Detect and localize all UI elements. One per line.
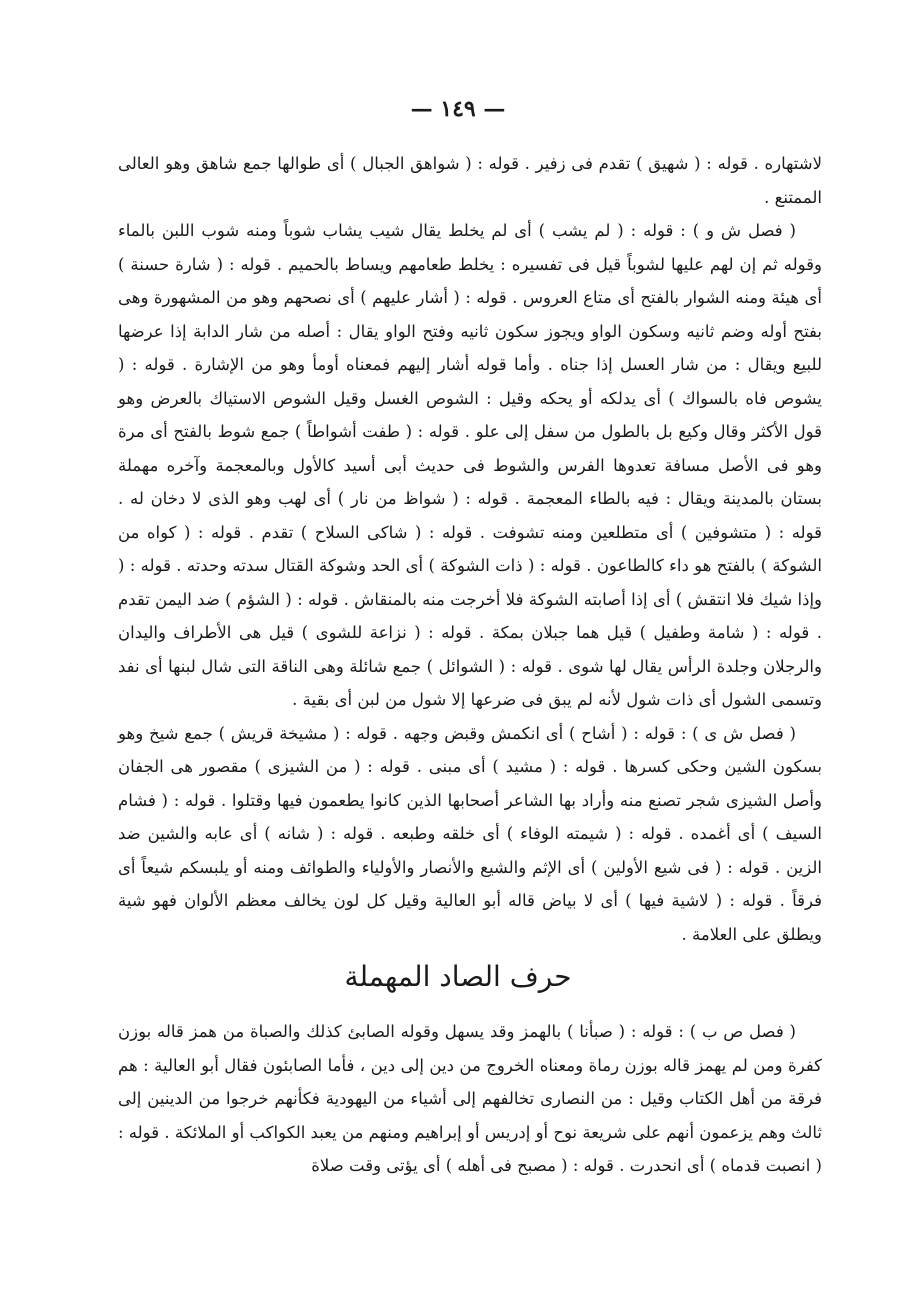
page-number: — ١٤٩ — <box>410 96 506 122</box>
paragraph-shahiq: لاشتهاره . قوله : ( شهيق ) تقدم فى زفير . قوله : ( شواهق الجبال ) أى طوالها جمع شاهق وهو العالى الممتنع . <box>118 154 822 207</box>
body-text-lower <box>118 1015 822 1183</box>
paragraph-fasl-sh-w: ( فصل ش و ) : قوله : ( لم يشب ) أى لم يخلط يقال شيب يشاب شوباً ومنه شوب اللبن بالماء وقوله ثم إن لهم عليها لشوباً قيل فى تفسيره : يخلط طعامهم ويساط بالحميم . قوله : ( شارة حسنة ) أى هيئة ومنه الشوار بالفتح أى متاع العروس . قوله : ( أشار عليهم ) أى نصحهم وهو من المشهورة وهى بفتح أوله وضم ثانيه وسكون الواو ويجوز سكون ثانيه وفتح الواو يقال : أصله من شار الدابة إذا عرضها للبيع ويقال : من شار العسل إذا جناه . وأما قوله أشار إليهم فمعناه أومأ وهو من الإشارة . قوله : ( يشوص فاه بالسواك ) أى يدلكه أو يحكه وقيل : الشوص الغسل وقيل الشوص الاستياك بالعرض وهو قول الأكثر وقال وكيع بل بالطول من سفل إلى علو . قوله : ( طفت أشواطاً ) جمع شوط بالفتح أى مرة وهو فى الأصل مسافة تعدوها الفرس والشوط فى حديث أبى أسيد كالأول وبالمعجمة وآخره مهملة بستان بالمدينة ويقال : فيه بالطاء المعجمة . قوله : ( شواظ من نار ) أى لهب وهو الذى لا دخان له . قوله : ( متشوفين ) أى متطلعين ومنه تشوفت . قوله : ( شاكى السلاح ) تقدم . قوله : ( كواه من الشوكة ) بالفتح هو داء كالطاعون . قوله : ( ذات الشوكة ) أى الحد وشوكة القتال سدته وحدته . قوله : ( وإذا شيك فلا انتقش ) أى إذا أصابته الشوكة فلا أخرجت منه بالمنقاش . قوله : ( الشؤم ) ضد اليمن تقدم . قوله : ( شامة وطفيل ) قيل هما جبلان بمكة . قوله : ( نزاعة للشوى ) قيل هى الأطراف واليدان والرجلان وجلدة الرأس يقال لها شوى . قوله : ( الشوائل ) جمع شائلة وهى الناقة التى شال لبنها أى نفد وتسمى الشول أى ذات شول لأنه لم يبق فى ضرعها إلا شول من لبن أى بقية . <box>118 221 822 709</box>
body-text-upper <box>118 147 822 951</box>
section-heading: حرف الصاد المهملة <box>344 960 572 993</box>
paragraph-fasl-s-b: ( فصل ص ب ) : قوله : ( صبأنا ) بالهمز وقد يسهل وقوله الصابئ كذلك والصباة من همز قاله بوزن كفرة ومن لم يهمز قاله بوزن رماة ومعناه الخروج من دين إلى دين ، فأما الصابئون فقال أبو العالية : هم فرقة من أهل الكتاب وقيل : من النصارى تخالفهم إلى أشياء من اليهودية فكأنهم خرجوا من الدينين إلى ثالث وهم يزعمون أنهم على شريعة نوح أو إدريس أو إبراهيم ومنهم من يعبد الكواكب أو الملائكة . قوله : ( انصبت قدماه ) أى انحدرت . قوله : ( مصبح فى أهله ) أى يؤتى وقت صلاة <box>118 1022 822 1175</box>
paragraph-fasl-sh-y: ( فصل ش ى ) : قوله : ( أشاح ) أى انكمش وقبض وجهه . قوله : ( مشيخة قريش ) جمع شيخ وهو بسكون الشين وحكى كسرها . قوله : ( مشيد ) أى مبنى . قوله : ( من الشيزى ) مقصور هى الجفان وأصل الشيزى شجر تصنع منه وأراد بها الشاعر أصحابها الذين كانوا يطعمون فيها وقتلوا . قوله : ( فشام السيف ) أى أغمده . قوله : ( شيمته الوفاء ) أى خلقه وطبعه . قوله : ( شانه ) أى عابه والشين ضد الزين . قوله : ( فى شيع الأولين ) أى الإثم والشيع والأنصار والأولياء والطوائف ومنه أو يلبسكم شيعاً أى فرقاً . قوله : ( لاشية فيها ) أى لا بياض قاله أبو العالية وقيل كل لون يخالف معظم الألوان فهو شية ويطلق على العلامة . <box>118 723 822 944</box>
